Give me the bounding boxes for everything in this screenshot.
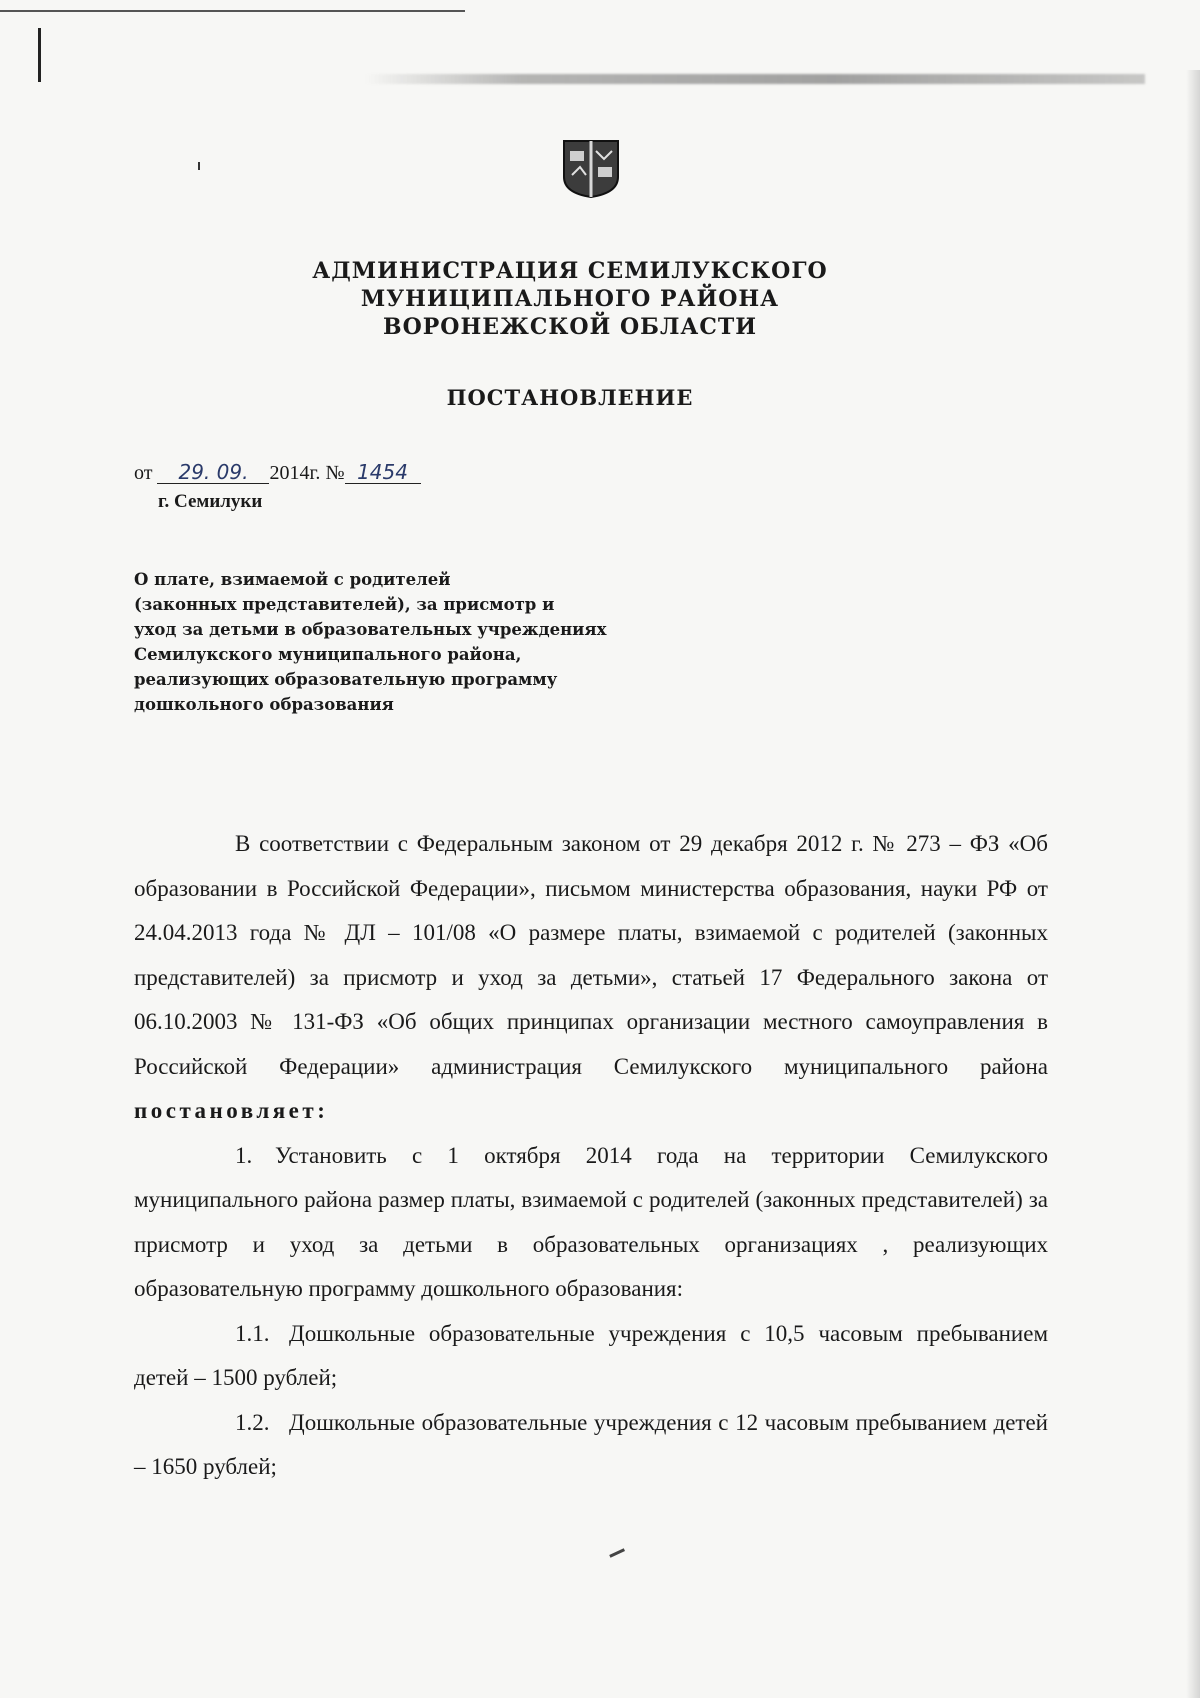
- preamble-paragraph: [134, 822, 1048, 1134]
- document-title: ПОСТАНОВЛЕНИЕ: [446, 385, 694, 410]
- item-text: Дошкольные образовательные учреждения с 10,5 часовым пребыванием детей – 1500 рублей;: [134, 1320, 1048, 1390]
- subject-line: дошкольного образования: [134, 695, 394, 714]
- date-prefix: от: [134, 462, 153, 484]
- number-field: [345, 462, 421, 484]
- city: г. Семилуки: [158, 491, 263, 512]
- preamble-text: В соответствии с Федеральным законом от 29 декабря 2012 г. № 273 – ФЗ «Об образовании в Российской Федерации», письмом министерства образования, науки РФ от 24.04.2013 года № ДЛ – 101/08 «О размере платы, взимаемой с родителей (законных представителей) за присмотр и уход за детьми», статьей 17 Федерального закона от 06.10.2003 № 131-ФЗ «Об общих принципах организации местного самоуправления в Российской Федерации» администрация Семилукского муниципального района: [134, 831, 1048, 1079]
- subject-line: уход за детьми в образовательных учреждениях: [134, 620, 607, 639]
- handwritten-number: 1454: [357, 460, 408, 484]
- item-1-1: [134, 1312, 1048, 1401]
- coat-of-arms-icon: [558, 137, 624, 199]
- subject-line: реализующих образовательную программу: [134, 670, 558, 689]
- item-number: 1.2.: [235, 1409, 270, 1435]
- number-sign: №: [325, 462, 345, 484]
- date-field: [157, 462, 269, 484]
- document-subject: [134, 567, 694, 717]
- authority-line-1: АДМИНИСТРАЦИЯ СЕМИЛУКСКОГО: [312, 258, 828, 284]
- subject-line: О плате, взимаемой с родителей: [134, 570, 451, 589]
- year-suffix: 2014г.: [269, 462, 321, 484]
- item-1-2: [134, 1401, 1048, 1490]
- stray-mark: [198, 162, 205, 170]
- stray-mark: [605, 1539, 625, 1558]
- resolves-word: постановляет:: [134, 1098, 329, 1123]
- scan-top-rule: [0, 10, 465, 12]
- margin-mark: [38, 28, 41, 82]
- issuing-authority: [300, 257, 840, 341]
- item-1: [134, 1134, 1048, 1312]
- registration-line: [134, 462, 421, 485]
- subject-line: (законных представителей), за присмотр и: [134, 595, 555, 614]
- item-text: Дошкольные образовательные учреждения с 12 часовым пребыванием детей – 1650 рублей;: [134, 1409, 1048, 1479]
- subject-line: Семилукского муниципального района,: [134, 645, 522, 664]
- item-number: 1.1.: [235, 1320, 270, 1346]
- authority-line-2: МУНИЦИПАЛЬНОГО РАЙОНА: [360, 286, 780, 312]
- document-body: [134, 822, 1048, 1490]
- handwritten-date: 29. 09.: [178, 460, 249, 484]
- item-number: 1.: [235, 1142, 253, 1168]
- authority-line-3: ВОРОНЕЖСКОЙ ОБЛАСТИ: [382, 314, 758, 340]
- scan-edge-shadow: [1186, 70, 1200, 1698]
- item-text: Установить с 1 октября 2014 года на территории Семилукского муниципального района размер платы, взимаемой с родителей (законных представителей) за присмотр и уход за детьми в образовательных организациях , реализующих образовательную программу дошкольного образования:: [134, 1142, 1048, 1301]
- scan-artifact: [365, 74, 1145, 84]
